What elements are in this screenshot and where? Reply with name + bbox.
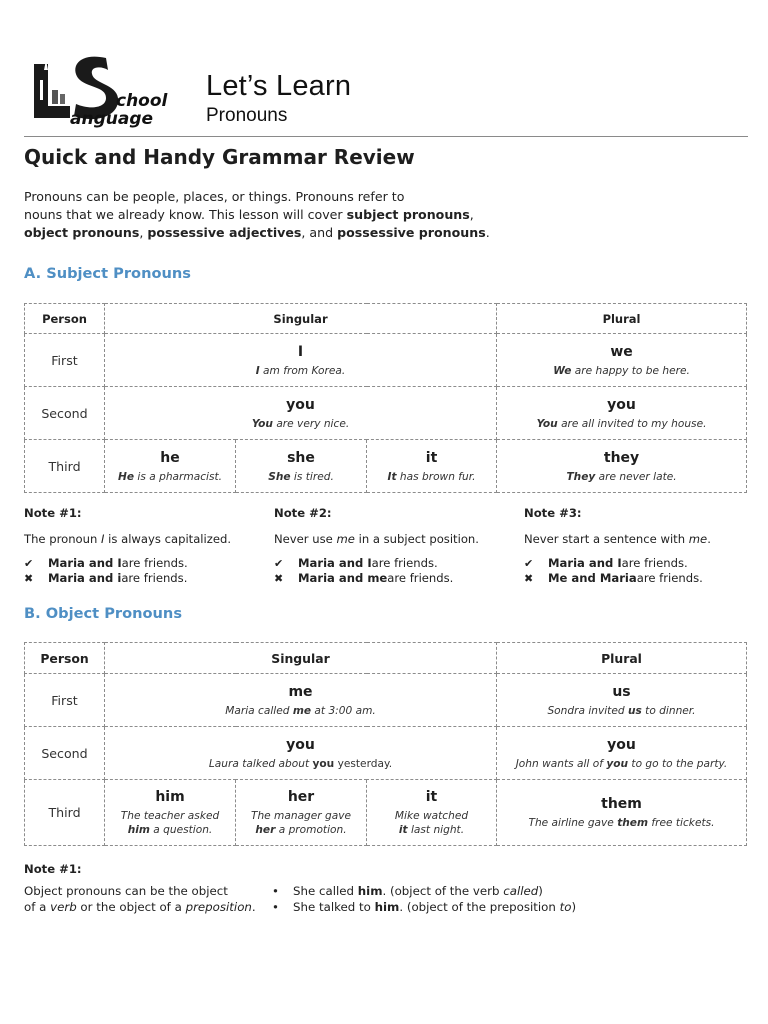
note-body — [274, 532, 479, 546]
pronoun: her — [287, 789, 315, 805]
object-note-bullets — [272, 883, 576, 915]
pronoun-cell — [497, 727, 747, 780]
check-icon: ✔ — [274, 557, 284, 570]
pronoun: you — [286, 396, 315, 413]
title-block — [206, 70, 351, 127]
page-header — [30, 50, 750, 130]
table-row — [25, 440, 747, 493]
example-pronoun: him — [127, 824, 150, 836]
pronoun-cell — [105, 387, 497, 440]
note-emphasis: me — [688, 532, 708, 546]
note-title: Note #3: — [524, 506, 582, 520]
example-text: a question. — [149, 824, 213, 836]
example-pronoun: You — [251, 417, 273, 430]
bullet-text: She talked to — [293, 900, 375, 914]
table-row — [25, 727, 747, 780]
example-sentence — [501, 816, 742, 830]
pronoun: us — [612, 683, 631, 700]
bullet-bold: him — [374, 900, 400, 914]
example-text: Laura talked about — [208, 757, 313, 770]
example-rest: is tired. — [290, 470, 334, 483]
example-text: The teacher asked — [120, 810, 220, 822]
example-sentence — [240, 470, 362, 484]
example-pronoun: you — [312, 757, 335, 770]
example-sentence — [109, 470, 231, 484]
note-text: or the object of a — [76, 900, 186, 914]
example-bold: Maria and I — [548, 556, 622, 570]
pronoun: it — [425, 449, 438, 466]
table-row — [25, 780, 747, 846]
pronoun-cell — [105, 674, 497, 727]
intro-text: nouns that we already know. This lesson will cover — [24, 207, 347, 222]
example-sentence — [371, 470, 492, 484]
example-bold: Maria and i — [48, 571, 122, 585]
person-cell: Third — [25, 440, 105, 493]
example-rest: are friends. — [371, 556, 438, 570]
example-text: The manager gave — [250, 810, 352, 822]
example-rest: are friends. — [636, 571, 703, 585]
pronoun: you — [607, 396, 636, 413]
note-text: Never start a sentence with — [524, 532, 689, 546]
intro-term: possessive adjectives — [147, 225, 302, 240]
example-text: to go to the party. — [628, 757, 728, 770]
bullet-bold: him — [357, 884, 383, 898]
example-pronoun: me — [292, 704, 312, 717]
example-rest: are friends. — [387, 571, 454, 585]
example-sentence — [109, 809, 231, 837]
bullet-text: She called — [293, 884, 358, 898]
pronoun: them — [601, 796, 642, 812]
intro-text: . — [485, 225, 490, 240]
example-sentence — [501, 470, 742, 484]
example-sentence — [501, 757, 742, 771]
example-text: to dinner. — [641, 704, 696, 717]
cross-icon: ✖ — [24, 572, 34, 585]
example-rest: has brown fur. — [396, 470, 476, 483]
pronoun-cell — [497, 440, 747, 493]
note-title: Note #1: — [24, 506, 82, 520]
pronoun-cell — [367, 440, 497, 493]
pronoun: we — [610, 343, 633, 360]
pronoun-cell — [367, 780, 497, 846]
incorrect-example — [274, 571, 479, 586]
example-text: The airline gave — [528, 817, 618, 829]
example-text: Maria called — [225, 704, 293, 717]
pronoun-cell — [105, 727, 497, 780]
pronoun: you — [286, 736, 315, 753]
example-pronoun: You — [536, 417, 558, 430]
example-rest: are friends. — [121, 571, 188, 585]
example-pronoun: them — [617, 817, 649, 829]
pronoun-cell — [497, 334, 747, 387]
example-rest: are never late. — [595, 470, 677, 483]
note-text: Object pronouns can be the object — [24, 884, 228, 898]
pronoun: it — [425, 789, 438, 805]
bullet-text: ) — [538, 884, 543, 898]
pronoun: they — [603, 449, 640, 466]
example-sentence — [501, 364, 742, 378]
pronoun-cell — [236, 780, 367, 846]
example-text: at 3:00 am. — [311, 704, 376, 717]
check-icon: ✔ — [524, 557, 534, 570]
note-body — [524, 532, 711, 546]
example-rest: is a pharmacist. — [134, 470, 223, 483]
incorrect-example — [524, 571, 711, 586]
table-header-row — [25, 304, 747, 334]
intro-term: subject pronouns — [346, 207, 470, 222]
page-title: Let’s Learn — [206, 70, 352, 102]
example-pronoun: She — [268, 470, 291, 483]
note-emphasis: preposition — [185, 900, 252, 914]
note-emphasis: verb — [50, 900, 77, 914]
bullet-emphasis: called — [503, 884, 539, 898]
example-sentence — [109, 364, 492, 378]
example-pronoun: It — [387, 470, 397, 483]
example-text: Mike watched — [394, 810, 469, 822]
note-text: is always capitalized. — [104, 532, 232, 546]
intro-text: Pronouns can be people, places, or things. Pronouns refer to — [24, 189, 405, 204]
bullet-icon: • — [272, 900, 279, 914]
note-text: of a — [24, 900, 51, 914]
school-language-logo — [30, 50, 180, 128]
review-title: Quick and Handy Grammar Review — [24, 145, 415, 169]
pronoun-cell — [105, 440, 236, 493]
person-cell: First — [25, 334, 105, 387]
note-emphasis: me — [336, 532, 355, 546]
logo-text-school: chool — [116, 91, 168, 111]
intro-text: , — [469, 207, 474, 222]
example-pronoun: They — [566, 470, 596, 483]
example-rest: are friends. — [621, 556, 688, 570]
correct-example — [24, 556, 231, 571]
example-sentence — [501, 417, 742, 431]
cross-icon: ✖ — [274, 572, 284, 585]
pronoun-cell — [105, 334, 497, 387]
page-subtitle: Pronouns — [206, 105, 288, 126]
header-person: Person — [25, 304, 105, 334]
example-rest: are all invited to my house. — [557, 417, 707, 430]
table-row — [25, 334, 747, 387]
pronoun: you — [607, 736, 636, 753]
example-rest: are friends. — [121, 556, 188, 570]
cross-icon: ✖ — [524, 572, 534, 585]
pronoun-cell — [497, 780, 747, 846]
object-note-title: Note #1: — [24, 862, 82, 876]
header-plural: Plural — [497, 304, 747, 334]
example-text: a promotion. — [275, 824, 347, 836]
correct-example — [274, 556, 479, 571]
table-row — [25, 387, 747, 440]
example-sentence — [109, 704, 492, 718]
table-header-row — [25, 643, 747, 674]
example-bold: Maria and me — [298, 571, 388, 585]
note-body — [24, 532, 231, 546]
pronoun-cell — [497, 674, 747, 727]
pronoun: he — [160, 449, 180, 466]
table-row — [25, 674, 747, 727]
note-3 — [524, 506, 711, 586]
object-pronouns-table — [24, 642, 747, 846]
check-icon: ✔ — [24, 557, 34, 570]
example-text: free tickets. — [648, 817, 715, 829]
subject-pronouns-table — [24, 303, 747, 493]
example-pronoun: us — [627, 704, 642, 717]
header-singular: Singular — [105, 304, 497, 334]
section-a-heading: A. Subject Pronouns — [24, 265, 191, 282]
example-rest: am from Korea. — [259, 364, 346, 377]
object-note-body — [24, 883, 264, 915]
list-item — [272, 883, 576, 899]
example-text: last night. — [407, 824, 465, 836]
example-text: yesterday. — [334, 757, 393, 770]
intro-paragraph — [24, 188, 494, 242]
note-text: in a subject position. — [354, 532, 479, 546]
header-singular: Singular — [105, 643, 497, 674]
note-text: . — [707, 532, 711, 546]
pronoun: me — [288, 683, 313, 700]
example-text: Sondra invited — [547, 704, 628, 717]
note-1 — [24, 506, 231, 586]
example-sentence — [109, 417, 492, 431]
person-cell: First — [25, 674, 105, 727]
header-plural: Plural — [497, 643, 747, 674]
header-divider — [24, 136, 748, 137]
list-item — [272, 899, 576, 915]
example-sentence — [109, 757, 492, 771]
logo-text-language: anguage — [70, 109, 154, 128]
bullet-icon: • — [272, 884, 279, 898]
example-rest: are very nice. — [272, 417, 350, 430]
intro-text: , and — [301, 225, 338, 240]
person-cell: Second — [25, 727, 105, 780]
example-pronoun: He — [117, 470, 135, 483]
note-text: . — [251, 900, 256, 914]
pronoun: I — [297, 343, 304, 360]
intro-term: object pronouns — [24, 225, 140, 240]
example-bold: Me and Maria — [548, 571, 637, 585]
incorrect-example — [24, 571, 231, 586]
pronoun: she — [287, 449, 315, 466]
example-bold: Maria and I — [298, 556, 372, 570]
pronoun: him — [155, 789, 185, 805]
note-text: Never use — [274, 532, 337, 546]
pronoun-cell — [497, 387, 747, 440]
note-2 — [274, 506, 479, 586]
bullet-emphasis: to — [559, 900, 572, 914]
pronoun-cell — [236, 440, 367, 493]
note-title: Note #2: — [274, 506, 332, 520]
example-rest: are happy to be here. — [571, 364, 690, 377]
example-pronoun: I — [255, 364, 260, 377]
note-text: The pronoun — [24, 532, 102, 546]
person-cell: Second — [25, 387, 105, 440]
note-emphasis: I — [101, 532, 105, 546]
example-sentence — [501, 704, 742, 718]
example-pronoun: it — [398, 824, 408, 836]
bullet-text: . (object of the preposition — [399, 900, 560, 914]
example-pronoun: you — [606, 757, 629, 770]
example-sentence — [240, 809, 362, 837]
intro-term: possessive pronouns — [337, 225, 486, 240]
example-text: John wants all of — [515, 757, 607, 770]
example-sentence — [371, 809, 492, 837]
header-person: Person — [25, 643, 105, 674]
section-b-heading: B. Object Pronouns — [24, 605, 183, 622]
bullet-text: ) — [571, 900, 577, 914]
intro-text: , — [139, 225, 148, 240]
example-pronoun: her — [255, 824, 276, 836]
bullet-text: . (object of the verb — [382, 884, 504, 898]
correct-example — [524, 556, 711, 571]
example-bold: Maria and I — [48, 556, 122, 570]
example-pronoun: We — [553, 364, 572, 377]
pronoun-cell — [105, 780, 236, 846]
person-cell: Third — [25, 780, 105, 846]
